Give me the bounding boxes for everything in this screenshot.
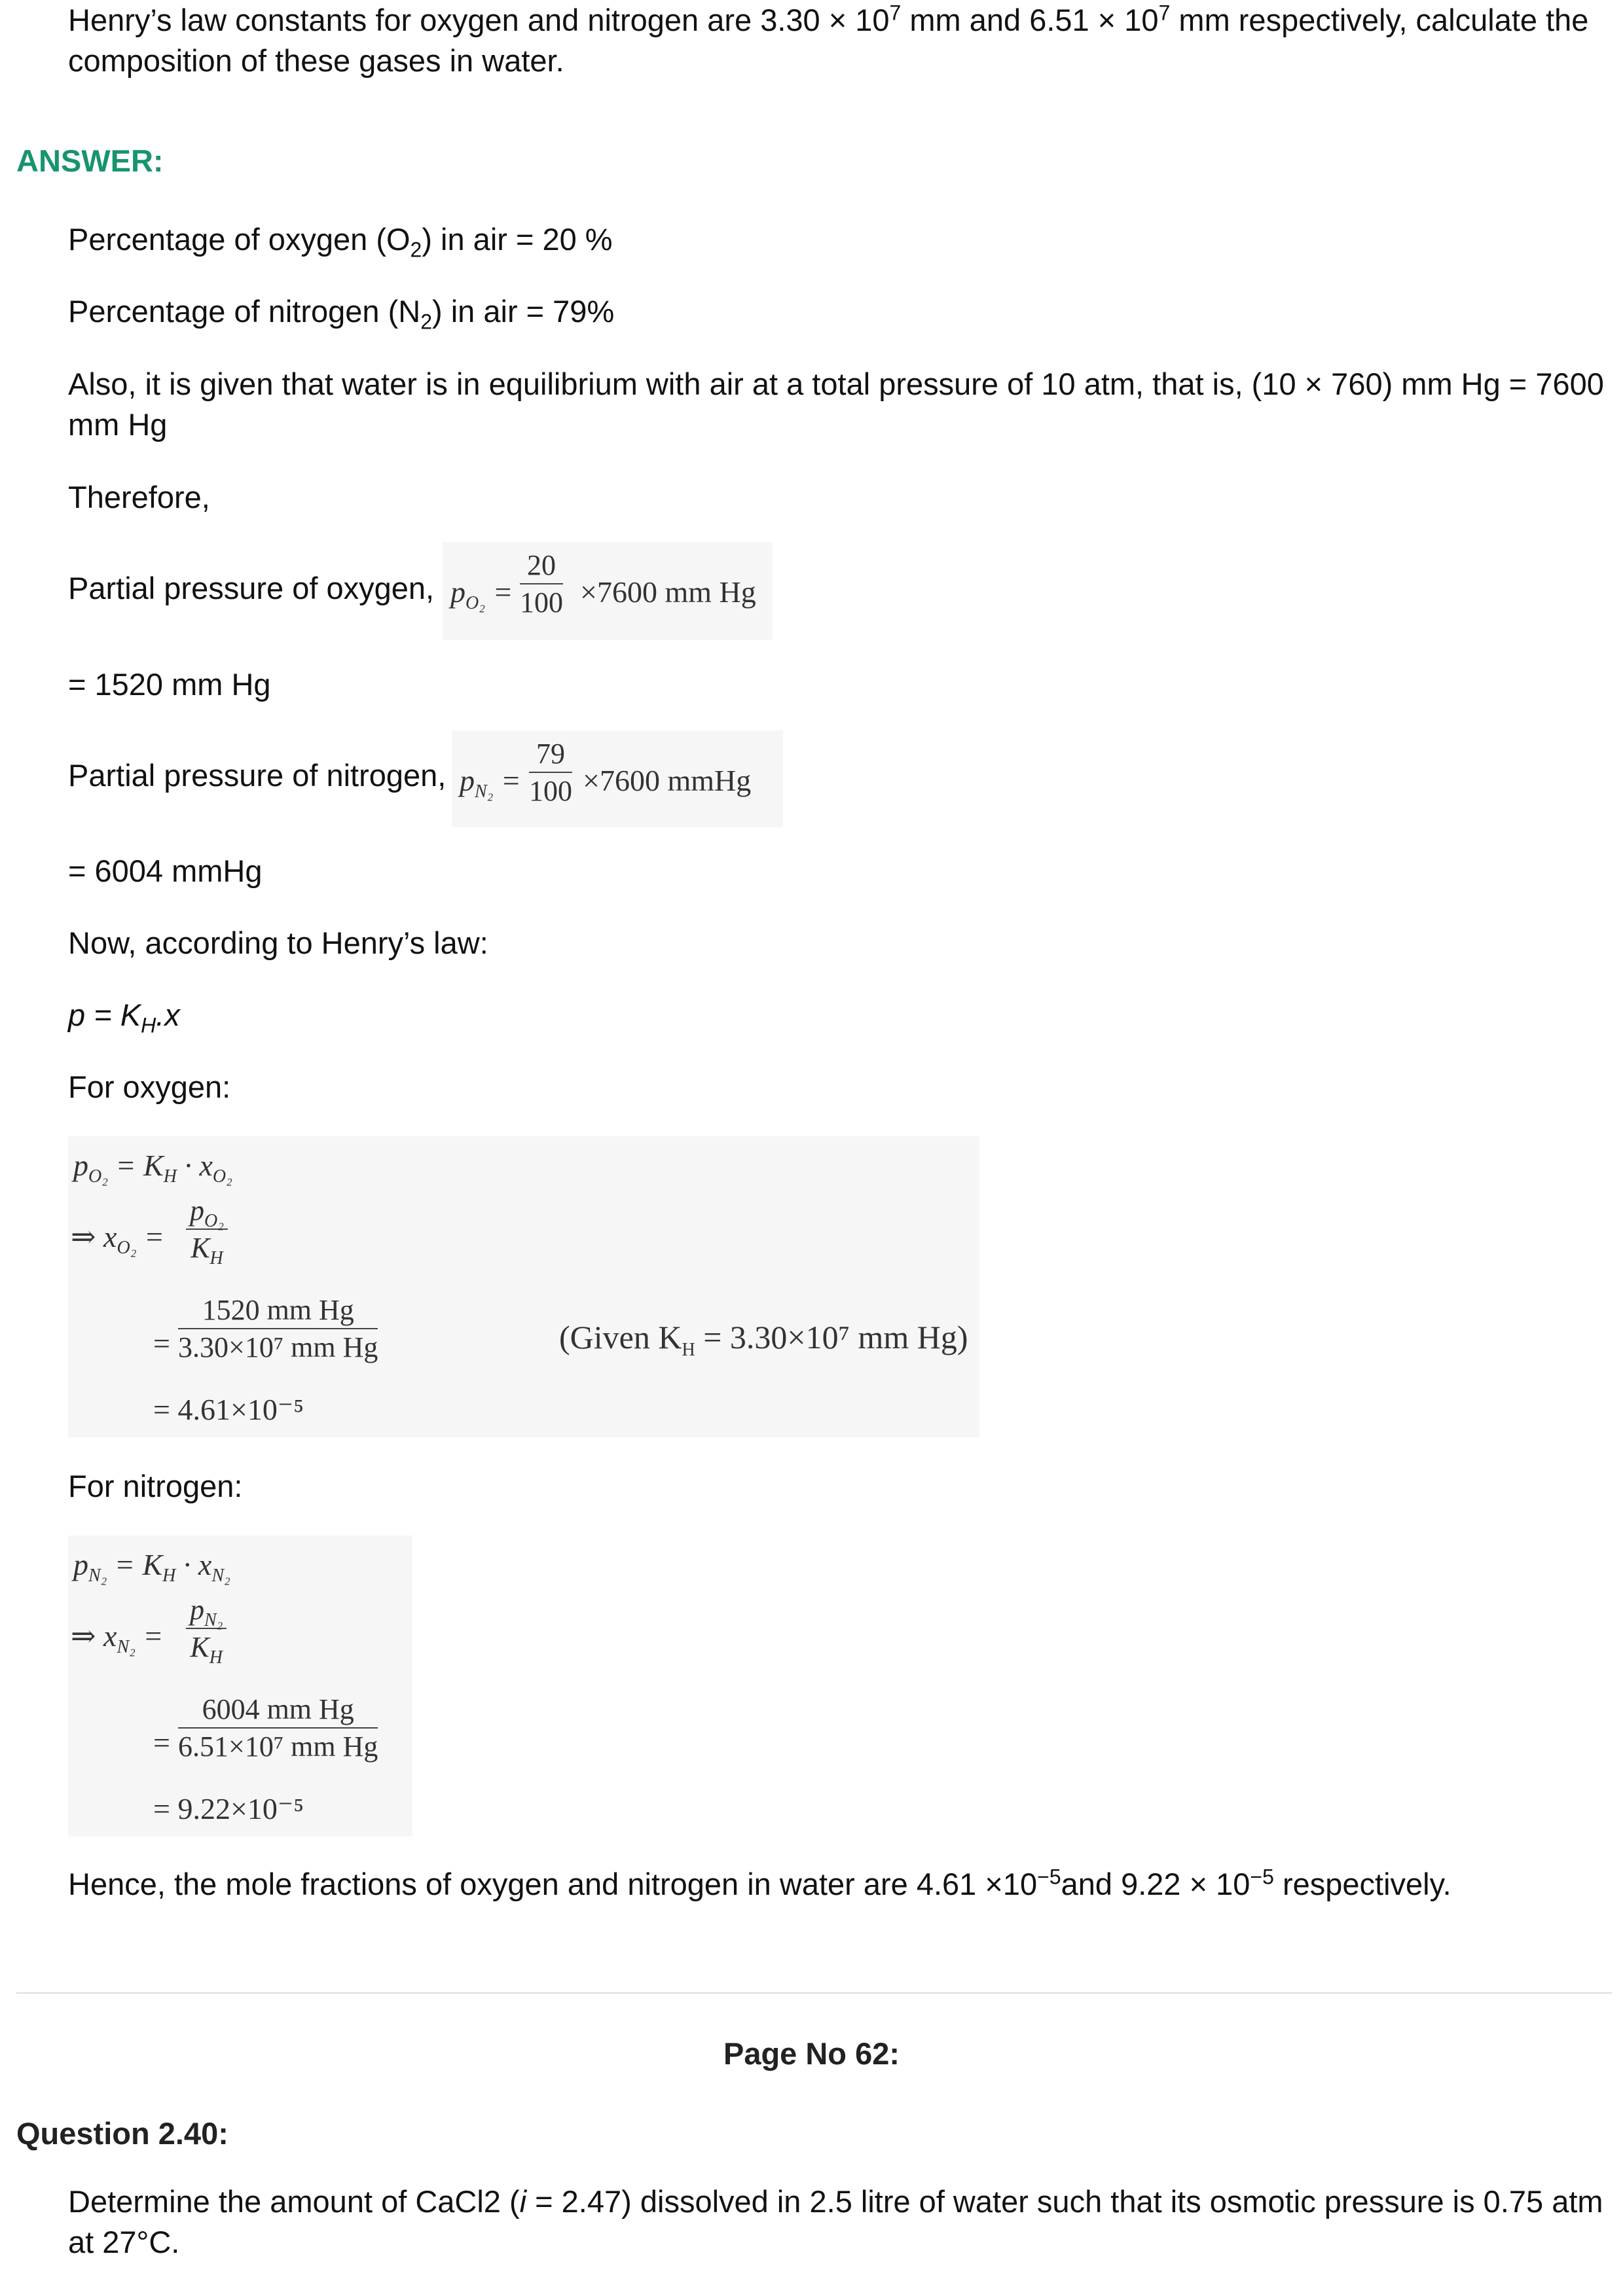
page-number-label: Page No 62:	[723, 2036, 900, 2071]
ni-line2-fraction: $\frac{p_{N_2}}{K_H}$	[186, 1593, 227, 1664]
pn2-multiplier: ×7600 mmHg	[583, 764, 752, 797]
equilibrium-line1: Also, it is given that water is in equilibrium with air at a total pressure of 10 atm, that is, (10 × 760) mm Hg = 7600	[68, 367, 1604, 401]
po2-fraction: $\frac{20}{100}$	[520, 549, 563, 619]
ni-result: = 9.22×10⁻⁵	[153, 1792, 304, 1825]
ox-given: (Given $K_H = 3.30\times 10^7$ mm Hg)	[559, 1319, 968, 1360]
for-nitrogen-label: For nitrogen:	[68, 1469, 243, 1503]
conclusion-text: Hence, the mole fractions of oxygen and nitrogen in water are $4.61 \times 10^{-5}and$ $9.22 \times 10^{-5}$ respectively.	[68, 1865, 1451, 1901]
section-divider	[16, 1992, 1612, 1994]
po2-multiplier: ×7600 mm Hg	[580, 575, 756, 609]
answer-heading: ANSWER:	[16, 143, 164, 178]
nitrogen-calculation	[68, 1535, 412, 1837]
ni-value-fraction: $\frac{\text{6004 mm Hg}}{\text{6.51×10⁷ mm Hg}}$	[178, 1693, 378, 1763]
henry-intro: Now, according to Henry’s law:	[68, 925, 488, 960]
po2-variable: $p_{O_2}$ =	[450, 575, 513, 614]
ox-line1: $p_{O_2} = K_H \cdot x_{O_2}$	[73, 1149, 232, 1187]
nitrogen-percentage: Percentage of nitrogen $(N_2)$ in air = 79%	[68, 294, 615, 334]
ox-line2: ⇒ $x_{O_2}$ =	[71, 1220, 164, 1259]
pp-oxygen-label: Partial pressure of oxygen,	[68, 571, 435, 605]
question-text-line2: composition of these gases in water.	[68, 43, 564, 78]
oxygen-calculation	[68, 1136, 979, 1437]
next-question-title: Question 2.40:	[16, 2116, 228, 2151]
henry-formula: $p = K_H.x$	[68, 997, 180, 1037]
for-oxygen-label: For oxygen:	[68, 1069, 231, 1104]
ni-line1: $p_{N_2} = K_H \cdot x_{N_2}$	[73, 1548, 230, 1587]
pn2-variable: $p_{N_2}$ =	[460, 764, 521, 802]
pn2-fraction: $\frac{79}{100}$	[529, 738, 572, 807]
ox-value-fraction: $\frac{\text{1520 mm Hg}}{\text{3.30×10⁷ mm Hg}}$	[178, 1294, 378, 1363]
equilibrium-line2: mm Hg	[68, 407, 168, 442]
oxygen-percentage: Percentage of oxygen $(O_2)$ in air = 20 %	[68, 222, 613, 262]
question-text-line1: Henry’s law constants for oxygen and nitrogen are $3.30 \times 10^7$ mm and $6.51 \times 10^7$ mm respectively, calculate the	[68, 1, 1589, 37]
pp-nitrogen-result: = 6004 mmHg	[68, 853, 263, 888]
pp-oxygen-result: = 1520 mm Hg	[68, 667, 271, 702]
therefore-text: Therefore,	[68, 480, 210, 514]
next-question-line2: at 27°C.	[68, 2225, 180, 2259]
pp-nitrogen-label: Partial pressure of nitrogen,	[68, 758, 447, 793]
ox-eq-sign: =	[153, 1327, 170, 1360]
ni-eq-sign: =	[153, 1726, 170, 1759]
next-question-line1: Determine the amount of CaCl2 (i = 2.47) dissolved in 2.5 litre of water such that its osmotic pressure is 0.75 atm	[68, 2184, 1603, 2219]
pp-oxygen-equation	[443, 542, 773, 640]
ox-result: = 4.61×10⁻⁵	[153, 1393, 304, 1426]
ni-line2: ⇒ $x_{N_2}$ =	[71, 1619, 164, 1658]
pp-nitrogen-equation	[452, 730, 783, 827]
ox-line2-fraction: $\frac{p_{O_2}}{K_H}$	[186, 1194, 228, 1265]
